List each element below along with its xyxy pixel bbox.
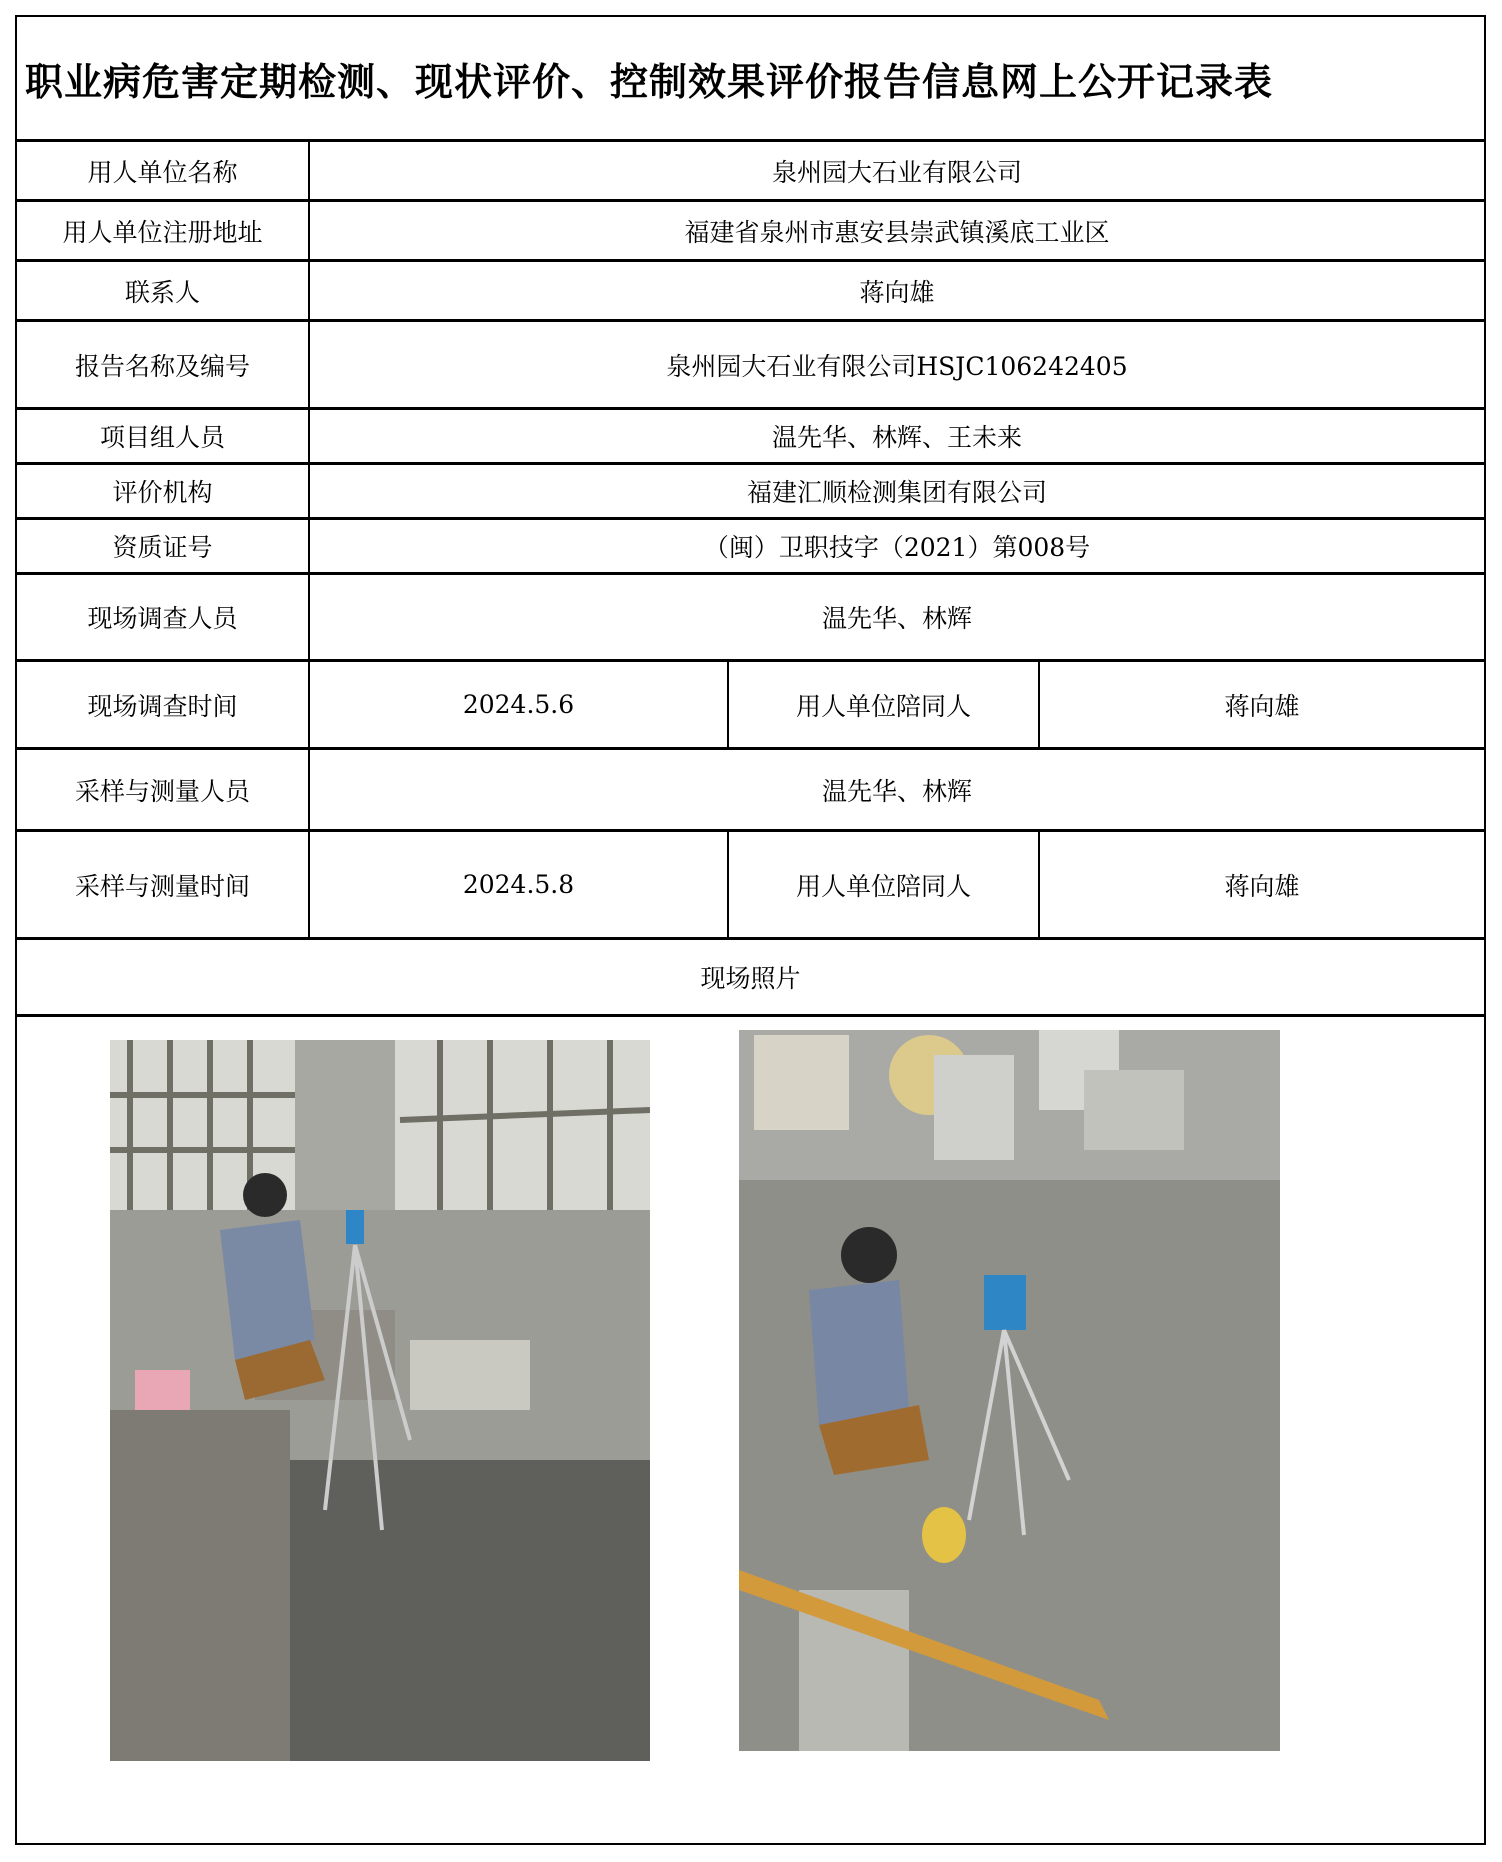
label-contact: 联系人: [17, 262, 310, 319]
row-address: [17, 202, 1484, 262]
page-title: 职业病危害定期检测、现状评价、控制效果评价报告信息网上公开记录表: [17, 17, 1484, 142]
label-sampling-companion: 用人单位陪同人: [729, 832, 1040, 937]
label-survey-staff: 现场调查人员: [17, 575, 310, 659]
photo-image-icon: [739, 1030, 1280, 1751]
value-agency: 福建汇顺检测集团有限公司: [746, 478, 1047, 507]
site-photo-2: [739, 1030, 1280, 1751]
label-license: 资质证号: [17, 520, 310, 572]
row-survey-staff: [17, 575, 1484, 662]
value-survey-time: 2024.5.6: [310, 662, 729, 747]
record-table: [15, 15, 1486, 1845]
site-photo-1: [110, 1040, 650, 1761]
row-survey-time: [17, 662, 1484, 750]
row-photos-header: [17, 940, 1484, 1017]
label-employer-name: 用人单位名称: [17, 142, 310, 199]
value-survey-companion: 蒋向雄: [1224, 691, 1300, 721]
row-team: [17, 410, 1484, 465]
row-sampling-staff: [17, 750, 1484, 832]
label-sampling-staff: 采样与测量人员: [17, 750, 310, 829]
value-address: 福建省泉州市惠安县崇武镇溪底工业区: [684, 217, 1110, 247]
row-contact: [17, 262, 1484, 322]
row-sampling-time: [17, 832, 1484, 940]
value-team: 温先华、林辉、王未来: [771, 423, 1022, 452]
label-survey-time: 现场调查时间: [17, 662, 310, 747]
label-team: 项目组人员: [17, 410, 310, 462]
photos-area: [17, 1017, 1484, 1845]
row-license: [17, 520, 1484, 575]
value-sampling-companion: 蒋向雄: [1224, 871, 1300, 901]
value-sampling-staff: 温先华、林辉: [821, 776, 972, 806]
label-sampling-time: 采样与测量时间: [17, 832, 310, 937]
photo-image-icon: [110, 1040, 650, 1761]
row-report: [17, 322, 1484, 410]
value-employer-name: 泉州园大石业有限公司: [771, 157, 1022, 187]
label-survey-companion: 用人单位陪同人: [729, 662, 1040, 747]
value-report: 泉州园大石业有限公司HSJC106242405: [666, 351, 1128, 381]
value-survey-staff: 温先华、林辉: [821, 604, 972, 633]
row-employer-name: [17, 142, 1484, 202]
value-contact: 蒋向雄: [859, 277, 935, 307]
label-agency: 评价机构: [17, 465, 310, 517]
label-report: 报告名称及编号: [17, 322, 310, 407]
row-agency: [17, 465, 1484, 520]
label-address: 用人单位注册地址: [17, 202, 310, 259]
photos-header: 现场照片: [700, 964, 801, 993]
value-license: （闽）卫职技字（2021）第008号: [703, 533, 1091, 562]
value-sampling-time: 2024.5.8: [310, 832, 729, 937]
